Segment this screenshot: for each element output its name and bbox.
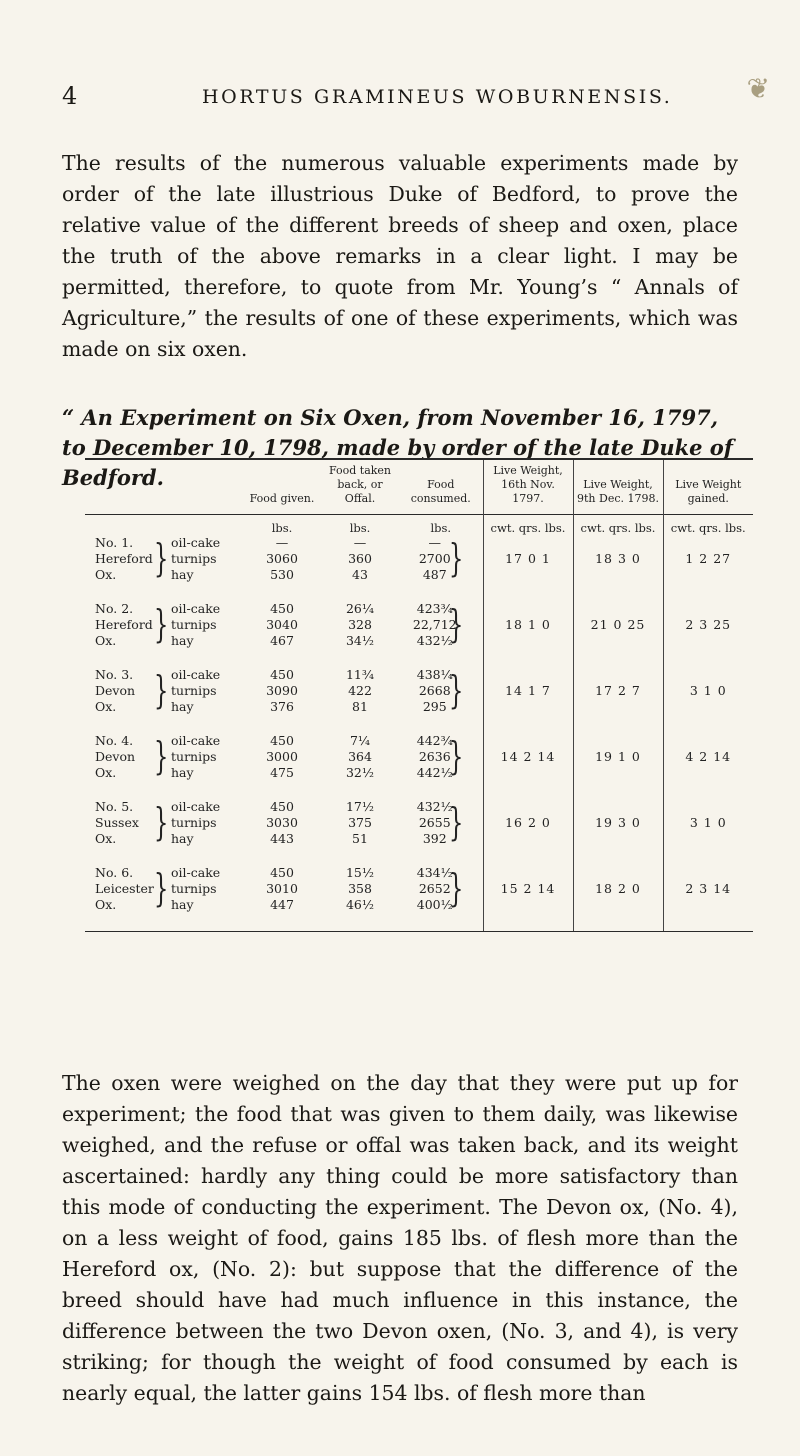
units-row [85,515,753,536]
food-offal: 26¼ 328 34½ [345,601,375,648]
header-weight-gained: Live Weight gained. [663,459,753,515]
running-title: HORTUS GRAMINEUS WOBURNENSIS. [202,86,673,108]
header-blank [85,459,243,515]
weight-1797: 17 0 1 [505,551,551,566]
food-consumed: 442¾ 2636 442½ } [416,733,464,780]
food-offal: 7¼ 364 32½ [345,733,375,780]
unit-weight-1798: cwt. qrs. lbs. [573,515,663,536]
food-given: 450 3040 467 [266,601,298,648]
weight-1797: 14 1 7 [505,683,551,698]
brace-icon: } [153,800,169,844]
table-header-row [85,459,753,515]
food-given: 450 3090 376 [266,667,298,714]
food-list: oil-cake turnips hay [171,601,221,648]
header-food-given: Food given. [249,492,315,505]
unit-given: lbs. [271,521,293,535]
ox-label: No. 1. Hereford Ox. [95,535,153,582]
weight-gained: 2 3 14 [685,881,732,896]
weight-gained: 3 1 0 [689,683,727,698]
weight-1797: 18 1 0 [505,617,551,632]
brace-icon: } [449,536,464,580]
ox-label: No. 2. Hereford Ox. [95,601,153,648]
unit-consumed: lbs. [430,521,452,535]
brace-icon: } [449,866,464,910]
brace-icon: } [449,602,464,646]
food-consumed: 434½ 2652 400½ } [416,865,464,912]
weight-gained: 1 2 27 [685,551,732,566]
weight-gained: 4 2 14 [685,749,732,764]
weight-1798: 18 3 0 [595,551,641,566]
food-given: — 3060 530 [266,535,298,582]
table-row [85,733,753,799]
page-header [62,72,770,112]
food-consumed: 432½ 2655 392 } [416,799,464,846]
brace-icon: } [449,668,464,712]
brace-icon: } [153,866,169,910]
brace-icon: } [153,734,169,778]
weight-1798: 19 3 0 [595,815,641,830]
weight-1798: 18 2 0 [595,881,641,896]
page-number: 4 [62,82,78,110]
table-row [85,535,753,601]
food-given: 450 3000 475 [266,733,298,780]
ox-label: No. 5. Sussex Ox. [95,799,139,846]
food-consumed: 423¾ 22,712 432½ } [412,601,464,648]
ox-label: No. 6. Leicester Ox. [95,865,154,912]
header-food-offal: Food taken back, or Offal. [328,464,392,505]
ornament-icon: ❦ [746,72,770,105]
weight-gained: 3 1 0 [689,815,727,830]
food-list: oil-cake turnips hay [171,799,221,846]
food-offal: 17½ 375 51 [345,799,375,846]
conclusion-paragraph: The oxen were weighed on the day that they were put up for experiment; the food that was given to them daily, was likewise weighed, and the refuse or offal was taken back, and its weight ascertained: hardly any thing could be more satisfactory than this mode of conducting the experiment. The Devon ox, (No. 4), on a less weight of food, gains 185 lbs. of flesh more than the Hereford ox, (No. 2): but suppose that the difference of the breed should have had much influence in this instance, the difference between the two Devon oxen, (No. 3, and 4), is very striking; for though the weight of food consumed by each is nearly equal, the latter gains 154 lbs. of flesh more than [62,1071,738,1406]
ox-label: No. 4. Devon Ox. [95,733,136,780]
weight-gained: 2 3 25 [685,617,732,632]
food-consumed: 438¼ 2668 295 } [416,667,464,714]
weight-1797: 15 2 14 [500,881,556,896]
food-offal: 11¾ 422 81 [345,667,375,714]
food-list: oil-cake turnips hay [171,733,221,780]
food-list: oil-cake turnips hay [171,667,221,714]
table-row [85,667,753,733]
food-offal: 15½ 358 46½ [345,865,375,912]
brace-icon: } [153,536,169,580]
table-row [85,799,753,865]
header-weight-1797: Live Weight, 16th Nov. 1797. [483,459,573,515]
brace-icon: } [449,734,464,778]
food-offal: — 360 43 [348,535,372,582]
brace-icon: } [449,800,464,844]
table-row [85,865,753,932]
food-given: 450 3010 447 [266,865,298,912]
weight-1798: 17 2 7 [595,683,641,698]
header-weight-1798: Live Weight, 9th Dec. 1798. [573,459,663,515]
unit-weight-gained: cwt. qrs. lbs. [663,515,753,536]
weight-1798: 19 1 0 [595,749,641,764]
header-food-consumed: Food consumed. [410,478,471,505]
food-consumed: — 2700 487 } [418,535,464,582]
intro-paragraph: The results of the numerous valuable experiments made by order of the late illustrious Duke of Bedford, to prove the relative value of the different breeds of sheep and oxen, place the truth of the above remarks in a clear light. I may be permitted, therefore, to quote from Mr. Young’s “ Annals of Agriculture,” the results of one of these experiments, which was made on six oxen. [62,151,738,362]
weight-1798: 21 0 25 [590,617,646,632]
food-given: 450 3030 443 [266,799,298,846]
weight-1797: 14 2 14 [500,749,556,764]
food-list: oil-cake turnips hay [171,865,221,912]
brace-icon: } [153,602,169,646]
experiment-title: “ An Experiment on Six Oxen, from November 16, 1797, to December 10, 1798, made by order of the late Duke of Bedford. [62,405,733,490]
brace-icon: } [153,668,169,712]
food-list: oil-cake turnips hay [171,535,221,582]
experiment-table [85,458,753,932]
unit-offal: lbs. [349,521,371,535]
unit-weight-1797: cwt. qrs. lbs. [483,515,573,536]
ox-label: No. 3. Devon Ox. [95,667,136,714]
table-row [85,601,753,667]
weight-1797: 16 2 0 [505,815,551,830]
